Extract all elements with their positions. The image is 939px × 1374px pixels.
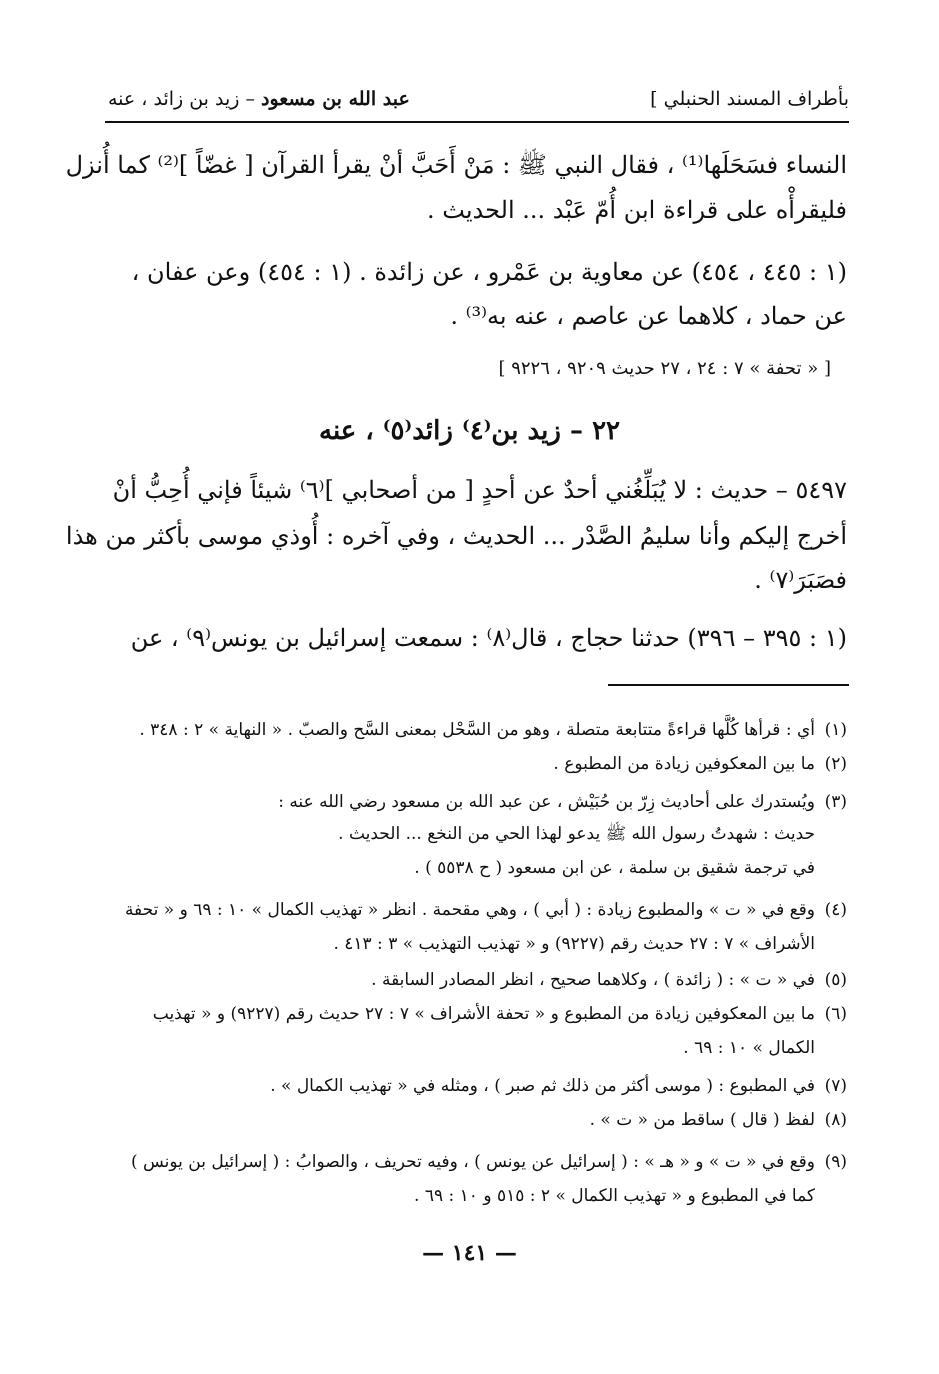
hadith-line-1: ٥٤٩٧ – حديث : لا يُبَلِّغُني أحدٌ عن أحدٍ [ من أصحابي ]⁽٦⁾ شيئاً فإني أُحِبُّ أنْ	[112, 476, 847, 504]
page-number: — ١٤١ —	[422, 1240, 517, 1266]
footnote-text: في المطبوع : ( موسى أكثر من ذلك ثم صبر ) ، ومثله في « تهذيب الكمال » .	[270, 1076, 815, 1096]
footnote-text: ويُستدرك على أحاديث زِرّ بن حُبَيْش ، عن عبد الله بن مسعود رضي الله عنه :	[278, 792, 815, 812]
footnote-number: (٧)	[824, 1076, 847, 1096]
footnote-text: أي : قرأها كُلَّها قراءةً متتابعة متصلة ، وهو من السَّحْل بمعنى السَّح والصبّ . « النهاية » ٢ : ٣٤٨ .	[139, 720, 815, 740]
footnote-separator	[608, 684, 849, 686]
footnote-8	[590, 1104, 847, 1136]
hadith-line-3: فصَبَرَ⁽٧⁾ .	[754, 566, 847, 594]
footnote-text: وقع في « ت » والمطبوع زيادة : ( أبي ) ، وهي مقحمة . انظر « تهذيب الكمال » ١٠ : ٦٩ و « تحفة	[124, 900, 815, 920]
running-header-section-bold: عبد الله بن مسعود	[261, 88, 410, 110]
footnote-7	[270, 1070, 847, 1102]
footnote-number: (٣)	[824, 792, 847, 812]
footnote-5	[371, 964, 847, 996]
tuhfa-reference: [ « تحفة » ٧ : ٢٤ ، ٢٧ حديث ٩٢٠٩ ، ٩٢٢٦ ]	[498, 358, 831, 379]
footnote-6-line-2: الكمال » ١٠ : ٦٩ .	[683, 1038, 815, 1058]
isnad-1-line-1: (١ : ٤٤٥ ، ٤٥٤) عن معاوية بن عَمْرو ، عن زائدة . (١ : ٤٥٤) وعن عفان ،	[131, 258, 847, 286]
footnote-9-line-2: كما في المطبوع و « تهذيب الكمال » ٢ : ٥١٥ و ١٠ : ٦٩ .	[414, 1186, 815, 1206]
footnote-number: (٩)	[824, 1152, 847, 1172]
footnote-3-line-3: في ترجمة شقيق بن سلمة ، عن ابن مسعود ( ح ٥٥٣٨ ) .	[414, 858, 815, 878]
footnote-1	[139, 714, 847, 746]
section-title: ٢٢ – زيد بن⁽٤⁾ زائد⁽٥⁾ ، عنه	[319, 416, 620, 446]
isnad-2-line: (١ : ٣٩٥ – ٣٩٦) حدثنا حجاج ، قال⁽٨⁾ : سمعت إسرائيل بن يونس⁽٩⁾ ، عن	[130, 624, 847, 652]
footnote-text: وقع في « ت » و « هـ » : ( إسرائيل عن يونس ) ، وفيه تحريف ، والصوابُ : ( إسرائيل بن يونس )	[130, 1152, 815, 1172]
footnote-2	[553, 748, 847, 780]
running-header-section-rest: – زيد بن زائد ، عنه	[108, 88, 262, 110]
footnote-3-line-2: حديث : شهدتُ رسول الله ﷺ يدعو لهذا الحي من النخع ... الحديث .	[338, 824, 815, 844]
header-rule	[105, 121, 849, 123]
footnote-4-line-2: الأشراف » ٧ : ٢٧ حديث رقم (٩٢٢٧) و « تهذيب التهذيب » ٣ : ٤١٣ .	[333, 934, 815, 954]
footnote-number: (٨)	[824, 1110, 847, 1130]
footnote-number: (٦)	[824, 1004, 847, 1024]
footnote-text: في « ت » : ( زائدة ) ، وكلاهما صحيح ، انظر المصادر السابقة .	[371, 970, 815, 990]
running-header-section	[108, 88, 410, 110]
footnote-number: (٥)	[824, 970, 847, 990]
footnote-text: لفظ ( قال ) ساقط من « ت » .	[589, 1110, 815, 1130]
footnote-text: ما بين المعكوفين زيادة من المطبوع و « تحفة الأشراف » ٧ : ٢٧ حديث رقم (٩٢٢٧) و « تهذيب	[152, 1004, 815, 1024]
footnote-number: (٤)	[824, 900, 847, 920]
footnote-3	[278, 786, 847, 818]
paragraph-1-line-1: النساء فسَحَلَها⁽¹⁾ ، فقال النبي ﷺ : مَنْ أَحَبَّ أنْ يقرأ القرآن [ غضّاً ]⁽²⁾ كما أُنزل	[65, 151, 847, 179]
paragraph-1-line-2: فليقرأْه على قراءة ابن أُمّ عَبْد ... الحديث .	[427, 196, 847, 224]
footnote-number: (٢)	[824, 754, 847, 774]
hadith-line-2: أخرج إليكم وأنا سليمُ الصَّدْر ... الحديث ، وفي آخره : أُوذي موسى بأكثر من هذا	[65, 522, 847, 550]
isnad-1-line-2: عن حماد ، كلاهما عن عاصم ، عنه به⁽³⁾ .	[450, 302, 847, 330]
footnote-text: ما بين المعكوفين زيادة من المطبوع .	[553, 754, 815, 774]
footnote-9	[131, 1146, 847, 1178]
footnote-number: (١)	[824, 720, 847, 740]
running-header-book-title: بأطراف المسند الحنبلي ]	[650, 88, 849, 110]
footnote-6	[153, 998, 847, 1030]
footnote-4	[125, 894, 847, 926]
